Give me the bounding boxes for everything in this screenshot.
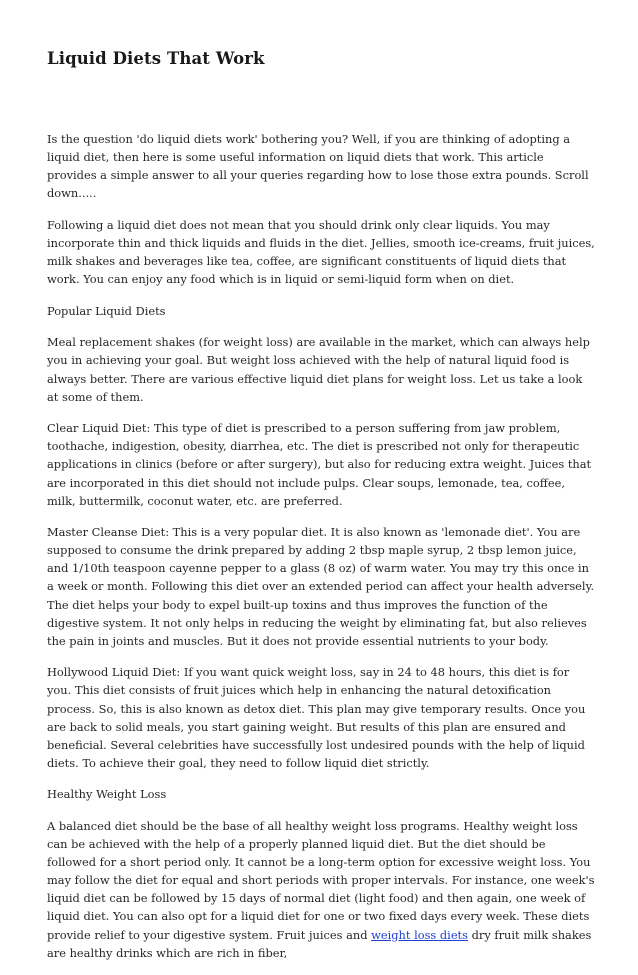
paragraph-balanced-text: A balanced diet should be the base of all healthy weight loss programs. Healthy weight loss can be achieved with the help of a properly planned liquid diet. But the diet should be followed for a short period only. It cannot be a long-term option for excessive weight loss. You may follow the diet for equal and short periods with proper intervals. For instance, one week's liquid diet can be followed by 15 days of normal diet (light food) and then again, one week of liquid diet. You can also opt for a liquid diet for one or two fixed days every week. These diets provide relief to your digestive system. Fruit juices and xyxy=(47,819,595,942)
paragraph-master-cleanse: Master Cleanse Diet: This is a very popular diet. It is also known as 'lemonade diet'. You are supposed to consume the drink prepared by adding 2 tbsp maple syrup, 2 tbsp lemon juice, and 1/10th teaspoon cayenne pepper to a glass (8 oz) of warm water. You may try this once in a week or month. Following this diet over an extended period can affect your health adversely. The diet helps your body to expel built-up toxins and thus improves the function of the digestive system. It not only helps in reducing the weight by eliminating fat, but also relieves the pain in joints and muscles. But it does not provide essential nutrients to your body. xyxy=(47,525,595,648)
section-heading-healthy: Healthy Weight Loss xyxy=(47,787,167,802)
article-body xyxy=(47,130,595,975)
paragraph-hollywood: Hollywood Liquid Diet: If you want quick weight loss, say in 24 to 48 hours, this diet is for you. This diet consists of fruit juices which help in enhancing the natural detoxification process. So, this is also known as detox diet. This plan may give temporary results. Once you are back to solid meals, you start gaining weight. But results of this plan are ensured and beneficial. Several celebrities have successfully lost undesired pounds with the help of liquid diets. To achieve their goal, they need to follow liquid diet strictly. xyxy=(47,665,586,770)
paragraph-balanced-diet xyxy=(47,817,595,962)
page-title: Liquid Diets That Work xyxy=(47,49,265,68)
paragraph-clear-liquid: Clear Liquid Diet: This type of diet is prescribed to a person suffering from jaw problem, toothache, indigestion, obesity, diarrhea, etc. The diet is prescribed not only for therapeutic applications in clinics (before or after surgery), but also for reducing extra weight. Juices that are incorporated in this diet should not include pulps. Clear soups, lemonade, tea, coffee, milk, buttermilk, coconut water, etc. are preferred. xyxy=(47,421,592,508)
paragraph-intro: Is the question 'do liquid diets work' bothering you? Well, if you are thinking of adopting a liquid diet, then here is some useful information on liquid diets that work. This article provides a simple answer to all your queries regarding how to lose those extra pounds. Scroll down..... xyxy=(47,132,589,201)
section-heading-popular: Popular Liquid Diets xyxy=(47,303,166,318)
paragraph-balanced-tail: dry fruit milk shakes are healthy drinks which are rich in fiber, xyxy=(47,927,592,960)
weight-loss-diets-link[interactable]: weight loss diets xyxy=(371,927,468,942)
paragraph-meal-replacement: Meal replacement shakes (for weight loss) are available in the market, which can always help you in achieving your goal. But weight loss achieved with the help of natural liquid food is always better. There are various effective liquid diet plans for weight loss. Let us take a look at some of them. xyxy=(47,335,590,404)
paragraph-following: Following a liquid diet does not mean that you should drink only clear liquids. You may incorporate thin and thick liquids and fluids in the diet. Jellies, smooth ice-creams, fruit juices, milk shakes and beverages like tea, coffee, are significant constituents of liquid diets that work. You can enjoy any food which is in liquid or semi-liquid form when on diet. xyxy=(47,217,595,287)
